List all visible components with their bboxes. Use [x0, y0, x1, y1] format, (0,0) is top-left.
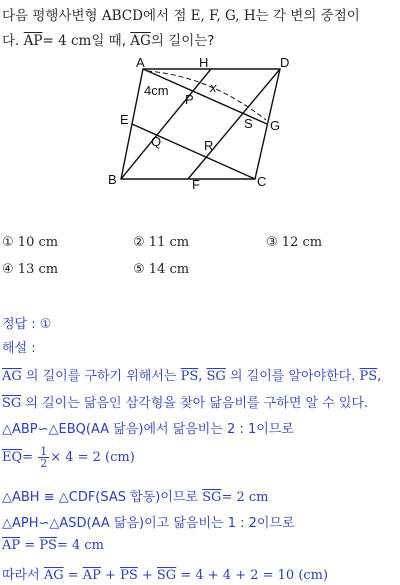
label-r: R [204, 138, 214, 153]
segment-sg: $\overline{SG}$ [206, 369, 226, 384]
explanation-line-4 [2, 446, 135, 469]
explanation-text: × 4 = 2 (cm) [50, 450, 135, 465]
explanation-text: = 2 cm [221, 490, 269, 505]
explanation-line-3 [2, 418, 294, 437]
segment-ag: $\overline{AG}$ [2, 369, 22, 384]
segment-ap: $\overline{AP}$ [2, 538, 21, 553]
given-length: = 4 cm [42, 33, 92, 49]
segment-ps: $\overline{PS}$ [120, 568, 138, 583]
choice-text: 12 cm [281, 235, 323, 250]
choice-text: 11 cm [148, 235, 190, 250]
segment-ec-line [132, 124, 255, 179]
explanation-text: = 4 + 4 + 2 = 10 (cm) [176, 568, 329, 583]
choice-number: ④ [2, 262, 14, 277]
label-x: x [210, 80, 217, 95]
explanation-label: 해설 : [2, 341, 36, 356]
explanation-line-7 [2, 538, 104, 553]
explanation-text: = 4 cm [56, 538, 105, 553]
choice-text: 13 cm [17, 262, 59, 277]
segment-ag: $\overline{AG}$ [130, 33, 151, 49]
choice-number: ③ [266, 235, 278, 250]
choice-1[interactable] [2, 235, 58, 250]
choice-text: 10 cm [17, 235, 59, 250]
midpoint-names: E, F, G, H [190, 8, 256, 24]
explanation-text: 의 길이는 닮음인 삼각형을 찾아 닮음비를 구하면 알 수 있다. [21, 396, 369, 411]
label-f: F [192, 177, 200, 192]
parallelogram-name: ABCD [101, 8, 143, 24]
choice-3[interactable] [266, 235, 322, 250]
explanation-text: 따라서 [2, 568, 44, 583]
segment-sg: $\overline{SG}$ [202, 490, 222, 505]
choice-2[interactable] [133, 235, 189, 250]
question-text: 다. [2, 33, 24, 49]
explanation-line-2 [2, 392, 368, 411]
label-e: E [120, 112, 129, 127]
segment-ag: $\overline{AG}$ [43, 568, 64, 583]
choice-text: 14 cm [148, 262, 190, 277]
explanation-text: + [137, 568, 157, 583]
explanation-text: △ABP∽△EBQ(AA 닮음)에서 닮음비는 2 : 1이므로 [2, 422, 294, 437]
explanation-text: = [22, 450, 38, 465]
label-p: P [185, 92, 194, 107]
explanation-text: , [377, 369, 382, 384]
explanation-text: △APH∽△ASD(AA 닮음)이고 닮음비는 1 : 2이므로 [2, 516, 295, 531]
explanation-line-8 [2, 564, 328, 583]
label-a: A [136, 55, 145, 70]
choice-number: ② [133, 235, 145, 250]
choice-number: ⑤ [133, 262, 145, 277]
fraction-numerator: 1 [40, 445, 48, 458]
choice-4[interactable] [2, 262, 58, 277]
answer-label: 정답 : ① [2, 317, 52, 332]
question-text: 다음 평행사변형 [2, 8, 102, 24]
segment-ps: $\overline{PS}$ [39, 538, 57, 553]
explanation-text: , [198, 369, 207, 384]
parallelogram-figure [0, 0, 400, 200]
label-4cm: 4cm [144, 83, 169, 98]
question-text: 일 때, [91, 33, 131, 49]
explanation-text: = [20, 538, 40, 553]
choice-5[interactable] [133, 262, 189, 277]
segment-ap: $\overline{AP}$ [82, 568, 101, 583]
label-h: H [199, 55, 209, 70]
segment-eq: $\overline{EQ}$ [2, 450, 23, 465]
explanation-line-1 [2, 365, 381, 384]
choice-number: ① [2, 235, 14, 250]
segment-sg: $\overline{SG}$ [2, 396, 22, 411]
explanation-line-5 [2, 486, 269, 505]
explanation-line-6 [2, 512, 295, 531]
label-g: G [270, 118, 281, 133]
label-c: C [257, 174, 267, 189]
explanation-text: + [100, 568, 121, 583]
explanation-text: = [63, 568, 83, 583]
segment-ps: $\overline{PS}$ [359, 369, 378, 384]
explanation-text: 의 길이를 구하기 위해서는 [21, 369, 181, 384]
explanation-text: 의 길이를 알아야한다. [225, 369, 360, 384]
question-text: 의 길이는? [150, 33, 215, 49]
question-text: 에서 점 [142, 8, 191, 24]
segment-ap: $\overline{AP}$ [23, 33, 43, 49]
segment-ps: $\overline{PS}$ [180, 369, 199, 384]
label-s: S [244, 116, 253, 131]
label-b: B [108, 172, 117, 187]
fraction-denominator: 2 [40, 457, 48, 470]
label-d: D [280, 55, 290, 70]
label-q: Q [151, 134, 162, 149]
question-text: 는 각 변의 중점이 [255, 8, 360, 24]
fraction-one-half [38, 446, 49, 469]
explanation-text: △ABH ≡ △CDF(SAS 합동)이므로 [2, 490, 203, 505]
segment-sg: $\overline{SG}$ [156, 568, 177, 583]
